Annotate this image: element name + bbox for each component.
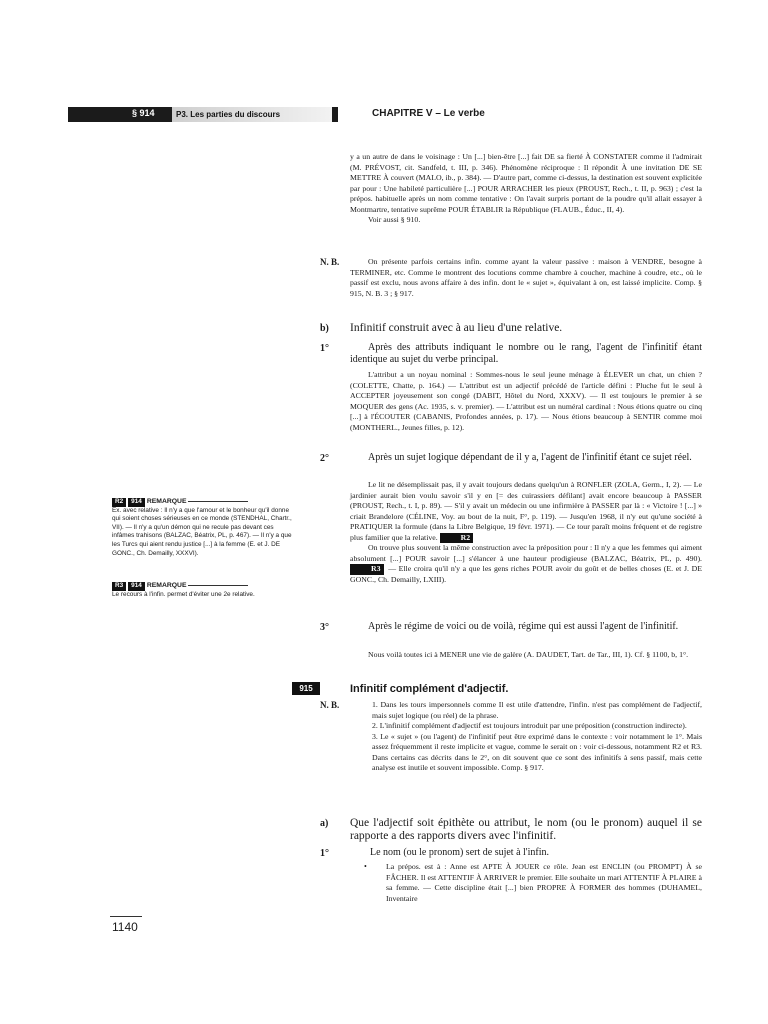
remark-ref-r3: R3 — [350, 564, 384, 575]
bullet-icon: • — [364, 862, 367, 871]
point-1-label: 1° — [320, 343, 329, 354]
remark-r2: R2 914 REMARQUE Ex. avec relative : Il n'y a que l'amour et le bonheur qu'il donne qui soient choses sérieuses en ce monde (STENDHAL, Chartr., VII). — Il n'y a qu'un démon qui ne recule pas devant ces infâmes trahisons (BALZAC, Béatrix, PL, p. 467). — Il n'y a que les Turcs qui aient rendu justice [...] à la femme (E. et J. DE GONC., Ch. Demailly, XXXVI). — [112, 498, 292, 557]
nb-label: N. B. — [320, 257, 340, 267]
page-number-rule — [110, 916, 142, 917]
point-3-label: 3° — [320, 622, 329, 633]
remark-rule — [188, 501, 248, 502]
point-1-text: Après des attributs indiquant le nombre ou le rang, l'agent de l'infinitif étant identique au sujet du verbe principal. — [350, 342, 702, 365]
point-2-examples: Le lit ne désemplissait pas, il y avait toujours dedans quelqu'un à RONFLER (ZOLA, Germ., I, 2). — Le jardinier aurait bien voulu savoir s'il y en [= des cuirassiers défilant] avait encore beaucoup à PASSER (PROUST, Rech., t. I, p. 89). — S'il y avait un médecin ou une infirmière à PASSER par là : « Victoire ! [...] » criait Brandelore (CÉLINE, Voy. au bout de la nuit, F°, p. 119). — Jusqu'en 1968, il n'y eut qu'une société à PRATIQUER la formule (dans la Libre Belgique, 19 févr. 1971). — Ce tour paraît moins fréquent et de registre plus familier que la relative. R2 On trouve plus souvent la même construction avec la préposition pour : Il n'y a que les femmes qui aiment absolument [...] POUR savoir [...] s'élancer à une hauteur prodigieuse (BALZAC, Béatrix, PL, p. 490). R3 — Elle croira qu'il n'y a que les gens riches POUR avoir du goût et de belles choses (E. et J. DE GONC., Ch. Demailly, LXIII). — [350, 480, 702, 584]
subsection-b-label: b) — [320, 323, 329, 334]
nb2-label: N. B. — [320, 700, 340, 710]
part-title: P3. Les parties du discours — [172, 107, 332, 122]
remark-ref-r2: R2 — [440, 533, 474, 544]
point-3-text: Après le régime de voici ou de voilà, régime qui est aussi l'agent de l'infinitif. — [368, 621, 679, 632]
paragraph-continuation: y a un autre de dans le voisinage : Un [...] bien-être [...] fait DE sa fierté À CONSTATER comme il l'admirait (M. PRÉVOST, cit. Sandfeld, t. III, p. 346). Phénomène réciproque : Il répondit À une invitation DE SE METTRE À couvert (MALO, ib., p. 384). — D'autre part, comme ci-dessus, la destination est souvent explicitée par pour : Une habileté particulière [...] POUR ARRACHER les pieux (PROUST, Rech., t. II, p. 963) ; c'est la prépos. habituelle après un nom comme tentative : On l'avait surpris portant de la poudre qu'il allait essayer à Montmartre, tentative suprême POUR ÉTABLIR la République (FLAUB., Éduc., II, 4). Voir aussi § 910. — [350, 152, 702, 224]
point-a1-examples: La prépos. est à : Anne est APTE À JOUER ce rôle. Jean est ENCLIN (ou PROMPT) À se FÂCHER. Il est ATTENTIF À ARRIVER le premier. Elle souhaite un mari ATTENTIF À PLAIRE à sa femme. — Cette discipline était [...] bien PROPRE À FORMER des hommes (DUHAMEL, Inventaire — [386, 862, 702, 903]
section-number: § 914 — [132, 108, 155, 118]
point-a1-label: 1° — [320, 848, 329, 859]
point-3-example: Nous voilà toutes ici à MENER une vie de galère (A. DAUDET, Tart. de Tar., III, 1). Cf. § 1100, b, 1°. — [368, 650, 689, 659]
nb-note: On présente parfois certains infin. comme ayant la valeur passive : maison à VENDRE, besogne à TERMINER, etc. Comme le montrent des locutions comme chambre à coucher, machine à coudre, etc., où le passif est exclu, nous avons affaire à des infin. dont le « sujet », équivalant à on, est laissé implicite. Comp. § 915, N. B. 3 ; § 917. — [350, 257, 702, 298]
subsection-a-title: Que l'adjectif soit épithète ou attribut, le nom (ou le pronom) auquel il se rapporte a des rapports divers avec l'infinitif. — [350, 817, 702, 842]
point-2-label: 2° — [320, 453, 329, 464]
section-915-title: Infinitif complément d'adjectif. — [350, 683, 509, 695]
remark-r3: R3 914 REMARQUE Le recours à l'infin. permet d'éviter une 2e relative. — [112, 582, 255, 598]
point-2-text: Après un sujet logique dépendant de il y a, l'agent de l'infinitif étant ce sujet réel. — [368, 452, 692, 463]
subsection-a-label: a) — [320, 818, 329, 829]
nb2-notes: 1. Dans les tours impersonnels comme Il est utile d'attendre, l'infin. n'est pas complément de l'adjectif, mais sujet logique (ou réel) de la phrase. 2. L'infinitif complément d'adjectif est toujours introduit par une préposition (construction indirecte). 3. Le « sujet » (ou l'agent) de l'infinitif peut être exprimé dans le contexte : voir notamment le 1°. Mais assez fréquemment il reste implicite et vague, comme le serait on : voir ci-dessous, notamment R2 et R3. Dans certains cas décrits dans le 2°, on dit souvent que ce sont des infinitifs à sens passif, mais cette analyse est inutile et souvent impossible. Comp. § 917. — [372, 700, 702, 772]
point-a1-text: Le nom (ou le pronom) sert de sujet à l'infin. — [370, 847, 549, 858]
chapter-title: CHAPITRE V – Le verbe — [372, 108, 485, 119]
section-915-tag: 915 — [292, 682, 320, 695]
subsection-b-title: Infinitif construit avec à au lieu d'une relative. — [350, 322, 563, 334]
remark-rule — [188, 585, 248, 586]
page-number: 1140 — [112, 920, 138, 934]
point-1-examples: L'attribut a un noyau nominal : Sommes-nous le seul jeune ménage à ÉLEVER un chat, un chien ? (COLETTE, Chatte, p. 164.) — L'attribut est un adjectif précédé de l'article défini : Pluche fut le seul à ACCEPTER joyeusement son congé (DABIT, Hôtel du Nord, XXXV). — Il est toujours le premier à se MOQUER des gens (Ac. 1935, s. v. premier). — L'attribut est un numéral cardinal : Nous étions quatre ou cinq [...] à l'ÉCOUTER (CABANIS, Profondes années, p. 17). — Nous étions beaucoup à SENTIR comme moi (MONTHERL., Jeunes filles, p. 12). — [350, 370, 702, 432]
